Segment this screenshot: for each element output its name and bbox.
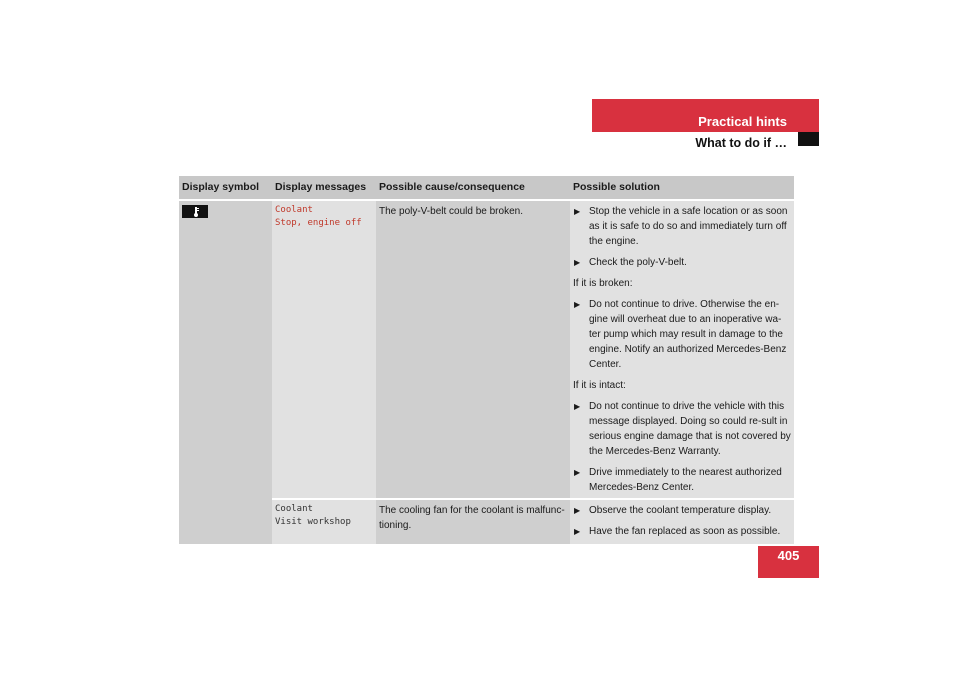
arrow-bullet-icon: ▶ (574, 402, 581, 411)
page-subtitle: What to do if … (695, 136, 787, 150)
column-header-solution: Possible solution (570, 176, 794, 200)
table-row (179, 200, 794, 499)
cause-text: The poly-V-belt could be broken. (379, 206, 523, 217)
arrow-bullet-icon: ▶ (574, 258, 581, 267)
column-header-cause: Possible cause/consequence (376, 176, 570, 200)
table-header-row (179, 176, 794, 200)
arrow-bullet-icon: ▶ (574, 468, 581, 477)
arrow-bullet-icon: ▶ (574, 527, 581, 536)
solution-condition: If it is broken: (573, 278, 633, 289)
solution-step: ▶ Observe the coolant temperature display. (574, 505, 772, 516)
message-line-1: Coolant (275, 504, 313, 514)
solution-condition: If it is intact: (573, 380, 626, 391)
cause-cell (376, 499, 570, 544)
coolant-thermometer-icon (182, 205, 208, 218)
display-messages-table (179, 176, 794, 544)
column-header-display-symbol: Display symbol (179, 176, 272, 200)
cause-text: The cooling fan for the coolant is malfunc-tioning. (379, 505, 565, 531)
solution-cell (570, 499, 794, 544)
message-line-2: Visit workshop (275, 517, 351, 527)
solution-cell (570, 200, 794, 499)
column-header-display-messages: Display messages (272, 176, 376, 200)
solution-step: ▶ Do not continue to drive the vehicle with this message displayed. Doing so could re-sult in serious engine damage that is not covered by the Mercedes-Benz Warranty. (574, 401, 791, 457)
arrow-bullet-icon: ▶ (574, 300, 581, 309)
message-line-2: Stop, engine off (275, 218, 362, 228)
message-cell (272, 200, 376, 499)
solution-step: ▶ Drive immediately to the nearest authorized Mercedes-Benz Center. (574, 467, 782, 493)
message-cell (272, 499, 376, 544)
symbol-cell (179, 200, 272, 544)
header-marker-block (798, 132, 819, 146)
cause-cell (376, 200, 570, 499)
solution-step: ▶ Check the poly-V-belt. (574, 257, 687, 268)
message-line-1: Coolant (275, 205, 313, 215)
section-header-bar (592, 99, 819, 132)
table-row (179, 499, 794, 544)
section-title: Practical hints (698, 114, 787, 129)
page-number: 405 (758, 546, 819, 578)
solution-step: ▶ Do not continue to drive. Otherwise the en-gine will overheat due to an inoperative wa-ter pump which may result in damage to the engine. Notify an authorized Mercedes-Benz Center. (574, 299, 787, 370)
solution-step: ▶ Have the fan replaced as soon as possible. (574, 526, 781, 537)
arrow-bullet-icon: ▶ (574, 506, 581, 515)
arrow-bullet-icon: ▶ (574, 207, 581, 216)
solution-step: ▶ Stop the vehicle in a safe location or as soon as it is safe to do so and immediately turn off the engine. (574, 206, 788, 247)
